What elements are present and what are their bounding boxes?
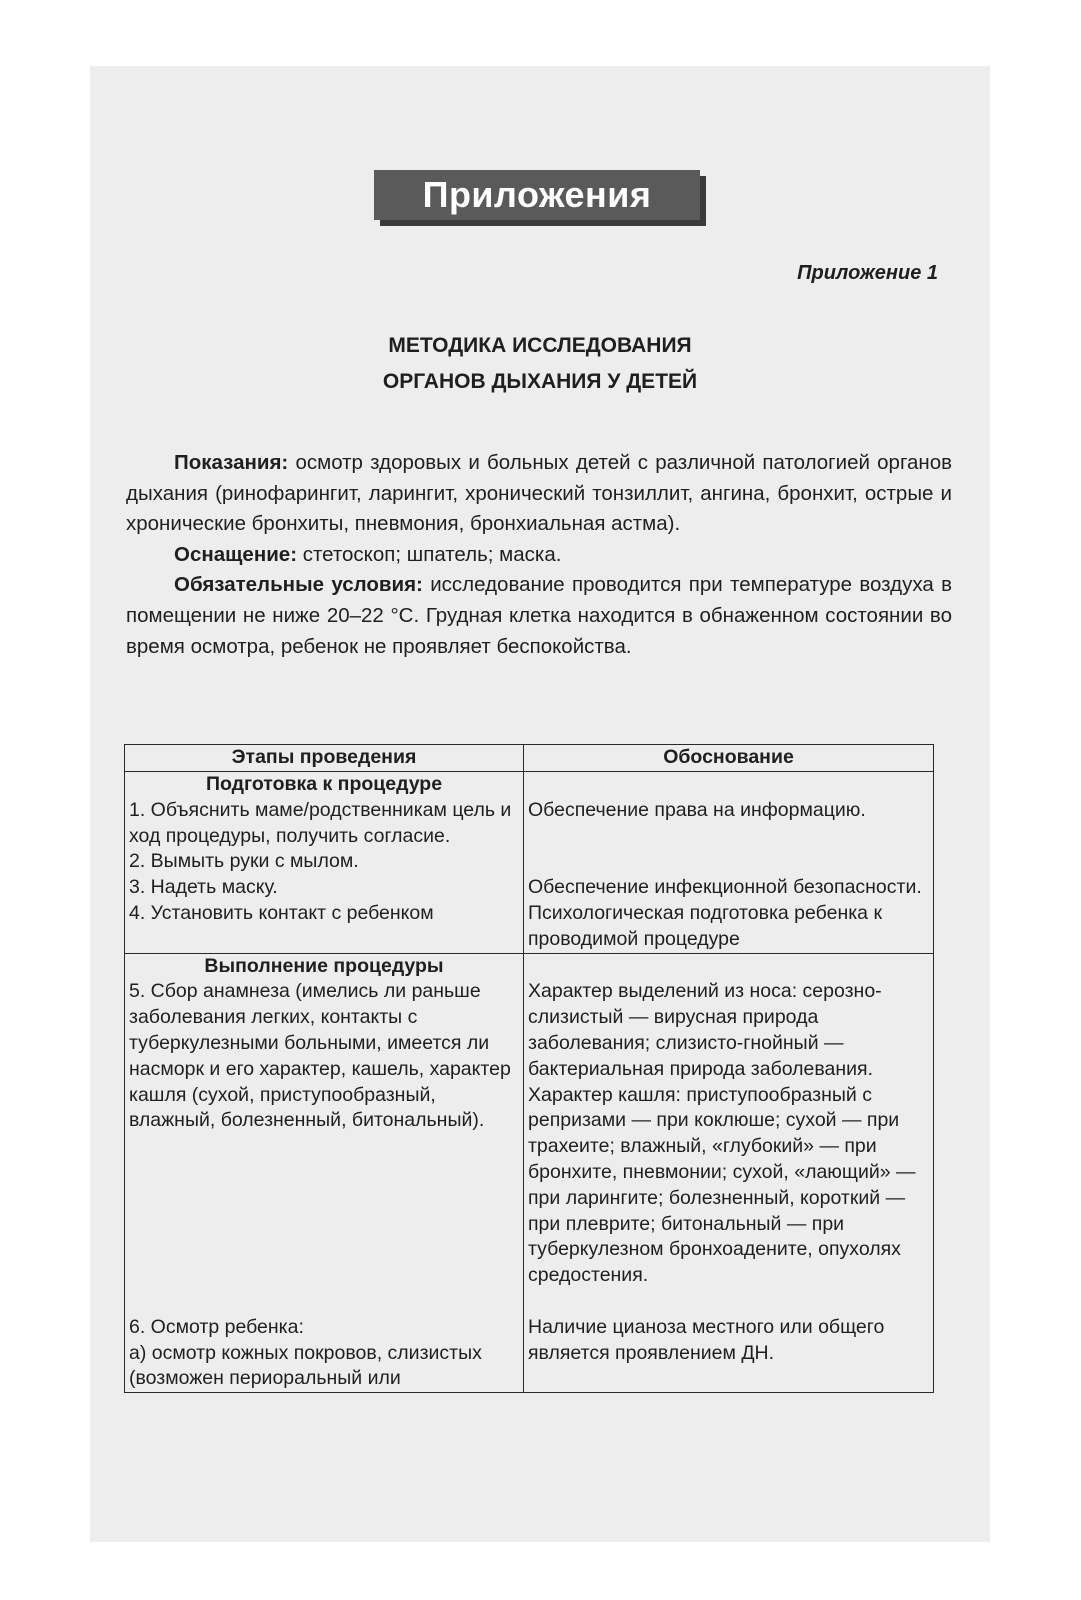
appendix-label: Приложение 1: [797, 262, 938, 284]
table-row-preparation: [125, 772, 934, 954]
exec-reason-6a: Наличие цианоза местного или общего является проявлением ДН.: [528, 1315, 885, 1364]
prep-reason-2: Обеспечение инфекционной безопасности.: [528, 876, 922, 899]
prep-step-2: 2. Вымыть руки с мылом.: [129, 850, 359, 873]
exec-step-6: 6. Осмотр ребенка:: [129, 1315, 304, 1338]
prep-reason-3: Психологическая подготовка ребенка к проводимой процедуре: [528, 901, 882, 950]
section-banner: Приложения: [374, 170, 700, 220]
header-stages: Этапы проведения: [125, 745, 524, 772]
table-header-row: [125, 745, 934, 772]
title-line-2: ОРГАНОВ ДЫХАНИЯ У ДЕТЕЙ: [382, 370, 698, 393]
preparation-rationale: [524, 772, 934, 954]
prep-step-4: 4. Установить контакт с ребенком: [129, 901, 434, 924]
header-rationale: Обоснование: [524, 745, 934, 772]
document-title: [90, 328, 990, 400]
conditions-paragraph: [126, 570, 952, 662]
prep-step-3: 3. Надеть маску.: [129, 876, 278, 899]
conditions-label: Обязательные условия:: [174, 573, 423, 597]
exec-reason-5a: Характер выделений из носа: серозно-слизистый — вирусная природа заболевания; слизисто-гнойный — бактериальная природа заболевания.: [528, 980, 882, 1080]
indications-label: Показания:: [174, 451, 289, 474]
intro-text: [126, 448, 952, 662]
procedure-table: [124, 744, 934, 1393]
equipment-text: стетоскоп; шпатель; маска.: [297, 542, 562, 566]
equipment-label: Оснащение:: [174, 542, 298, 566]
execution-rationale: [524, 953, 934, 1393]
preparation-steps: [125, 772, 524, 954]
equipment-paragraph: [126, 540, 952, 571]
execution-heading: Выполнение процедуры: [204, 954, 444, 977]
exec-reason-5b: Характер кашля: приступообразный с репризами — при коклюше; сухой — при трахеите; влажный, «глубокий» — при бронхите, пневмонии; сухой, «лающий» — при ларингите; болезненный, короткий — при плеврите; битональный — при туберкулезном бронхоадените, опухолях средостения.: [528, 1083, 916, 1287]
exec-step-5: 5. Сбор анамнеза (имелись ли раньше заболевания легких, контакты с туберкулезными больными, имеется ли насморк и его характер, кашель, характер кашля (сухой, приступообразный, влажный, болезненный, битональный).: [129, 980, 511, 1132]
preparation-heading: Подготовка к процедуре: [205, 773, 443, 795]
indications-text: осмотр здоровых и больных детей с различной патологией органов дыхания (ринофарингит, ларингит, хронический тонзиллит, ангина, бронхит, острые и хронические бронхиты, пневмония, бронхиальная астма).: [126, 451, 952, 536]
indications-paragraph: [126, 448, 952, 540]
title-line-1: МЕТОДИКА ИССЛЕДОВАНИЯ: [388, 334, 692, 357]
execution-steps: [125, 953, 524, 1393]
table-row-execution: [125, 953, 934, 1393]
conditions-text: исследование проводится при температуре воздуха в помещении не ниже 20–22 °С. Грудная клетка находится в обнаженном состоянии во время осмотра, ребенок не проявляет беспокойства.: [126, 573, 952, 658]
document-page: [90, 66, 990, 1542]
exec-step-6a: а) осмотр кожных покровов, слизистых (возможен периоральный или: [129, 1341, 482, 1390]
prep-step-1: 1. Объяснить маме/родственникам цель и ход процедуры, получить согласие.: [129, 798, 512, 847]
prep-reason-1: Обеспечение права на информацию.: [528, 798, 866, 821]
